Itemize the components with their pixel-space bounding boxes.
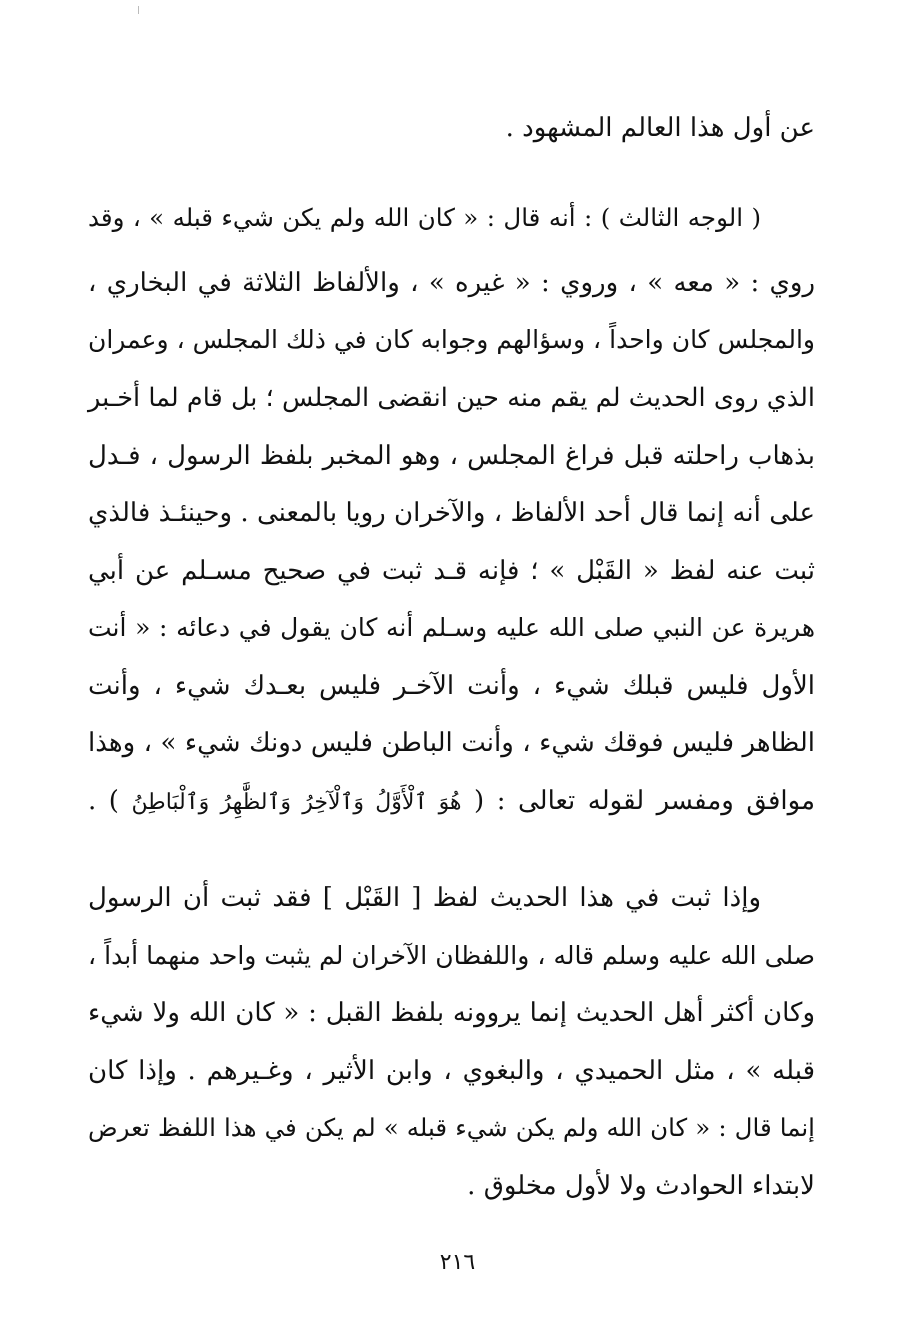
paragraph-3-line-6: لابتداء الحوادث ولا لأول مخلوق . — [467, 1171, 815, 1201]
paragraph-3-line-3: وكان أكثر أهل الحديث إنما يروونه بلفظ القبل : « كان الله ولا شيء — [88, 998, 815, 1028]
paragraph-2-line-1: ( الوجه الثالث ) : أنه قال : « كان الله ولم يكن شيء قبله » ، وقد — [88, 203, 761, 232]
paragraph-3-line-5: إنما قال : « كان الله ولم يكن شيء قبله » لم يكن في هذا اللفظ تعرض — [88, 1113, 815, 1142]
page-number: ٢١٦ — [439, 1250, 476, 1275]
book-page — [88, 0, 815, 1326]
paragraph-2-line-5: بذهاب راحلته قبل فراغ المجلس ، وهو المخبر بلفظ الرسول ، فـدل — [88, 441, 815, 471]
paragraph-3-line-1: وإذا ثبت في هذا الحديث لفظ [ القَبْل ] فقد ثبت أن الرسول — [88, 883, 761, 913]
paragraph-3-line-2: صلى الله عليه وسلم قاله ، واللفظان الآخران لم يثبت واحد منهما أبداً ، — [88, 941, 815, 970]
paragraph-2-line-6: على أنه إنما قال أحد الألفاظ ، والآخران رويا بالمعنى . وحينئـذ فالذي — [88, 498, 815, 528]
paragraph-2-line-7: ثبت عنه لفظ « القَبْل » ؛ فإنه قـد ثبت في صحيح مسـلم عن أبي — [88, 556, 815, 586]
paragraph-2-line-4: الذي روى الحديث لم يقم منه حين انقضى المجلس ؛ بل قام لما أخـبر — [88, 383, 815, 413]
paragraph-2-line-3: والمجلس كان واحداً ، وسؤالهم وجوابه كان في ذلك المجلس ، وعمران — [88, 325, 815, 354]
paragraph-2-line-10: الظاهر فليس فوقك شيء ، وأنت الباطن فليس دونك شيء » ، وهذا — [88, 728, 815, 758]
scan-mark — [138, 6, 139, 14]
quran-verse: هُوَ ٱلْأَوَّلُ وَٱلْآخِرُ وَٱلظَّٰهِرُ وَٱلْبَاطِنُ — [131, 790, 462, 815]
verse-open-paren: ( — [474, 786, 485, 816]
paragraph-3-line-4: قبله » ، مثل الحميدي ، والبغوي ، وابن الأثير ، وغـيرهم . وإذا كان — [88, 1056, 815, 1086]
paragraph-2-line-8: هريرة عن النبي صلى الله عليه وسـلم أنه كان يقول في دعائه : « أنت — [88, 613, 815, 642]
verse-lead-text: موافق ومفسر لقوله تعالى : — [496, 786, 816, 816]
paragraph-1-line-1: عن أول هذا العالم المشهود . — [505, 113, 815, 143]
paragraph-2-line-2: روي : « معه » ، وروي : « غيره » ، والألفاظ الثلاثة في البخاري ، — [88, 268, 815, 298]
paragraph-2-line-9: الأول فليس قبلك شيء ، وأنت الآخـر فليس بعـدك شيء ، وأنت — [88, 671, 815, 701]
verse-close-paren: ) . — [88, 786, 119, 816]
paragraph-2-line-11 — [88, 781, 815, 821]
